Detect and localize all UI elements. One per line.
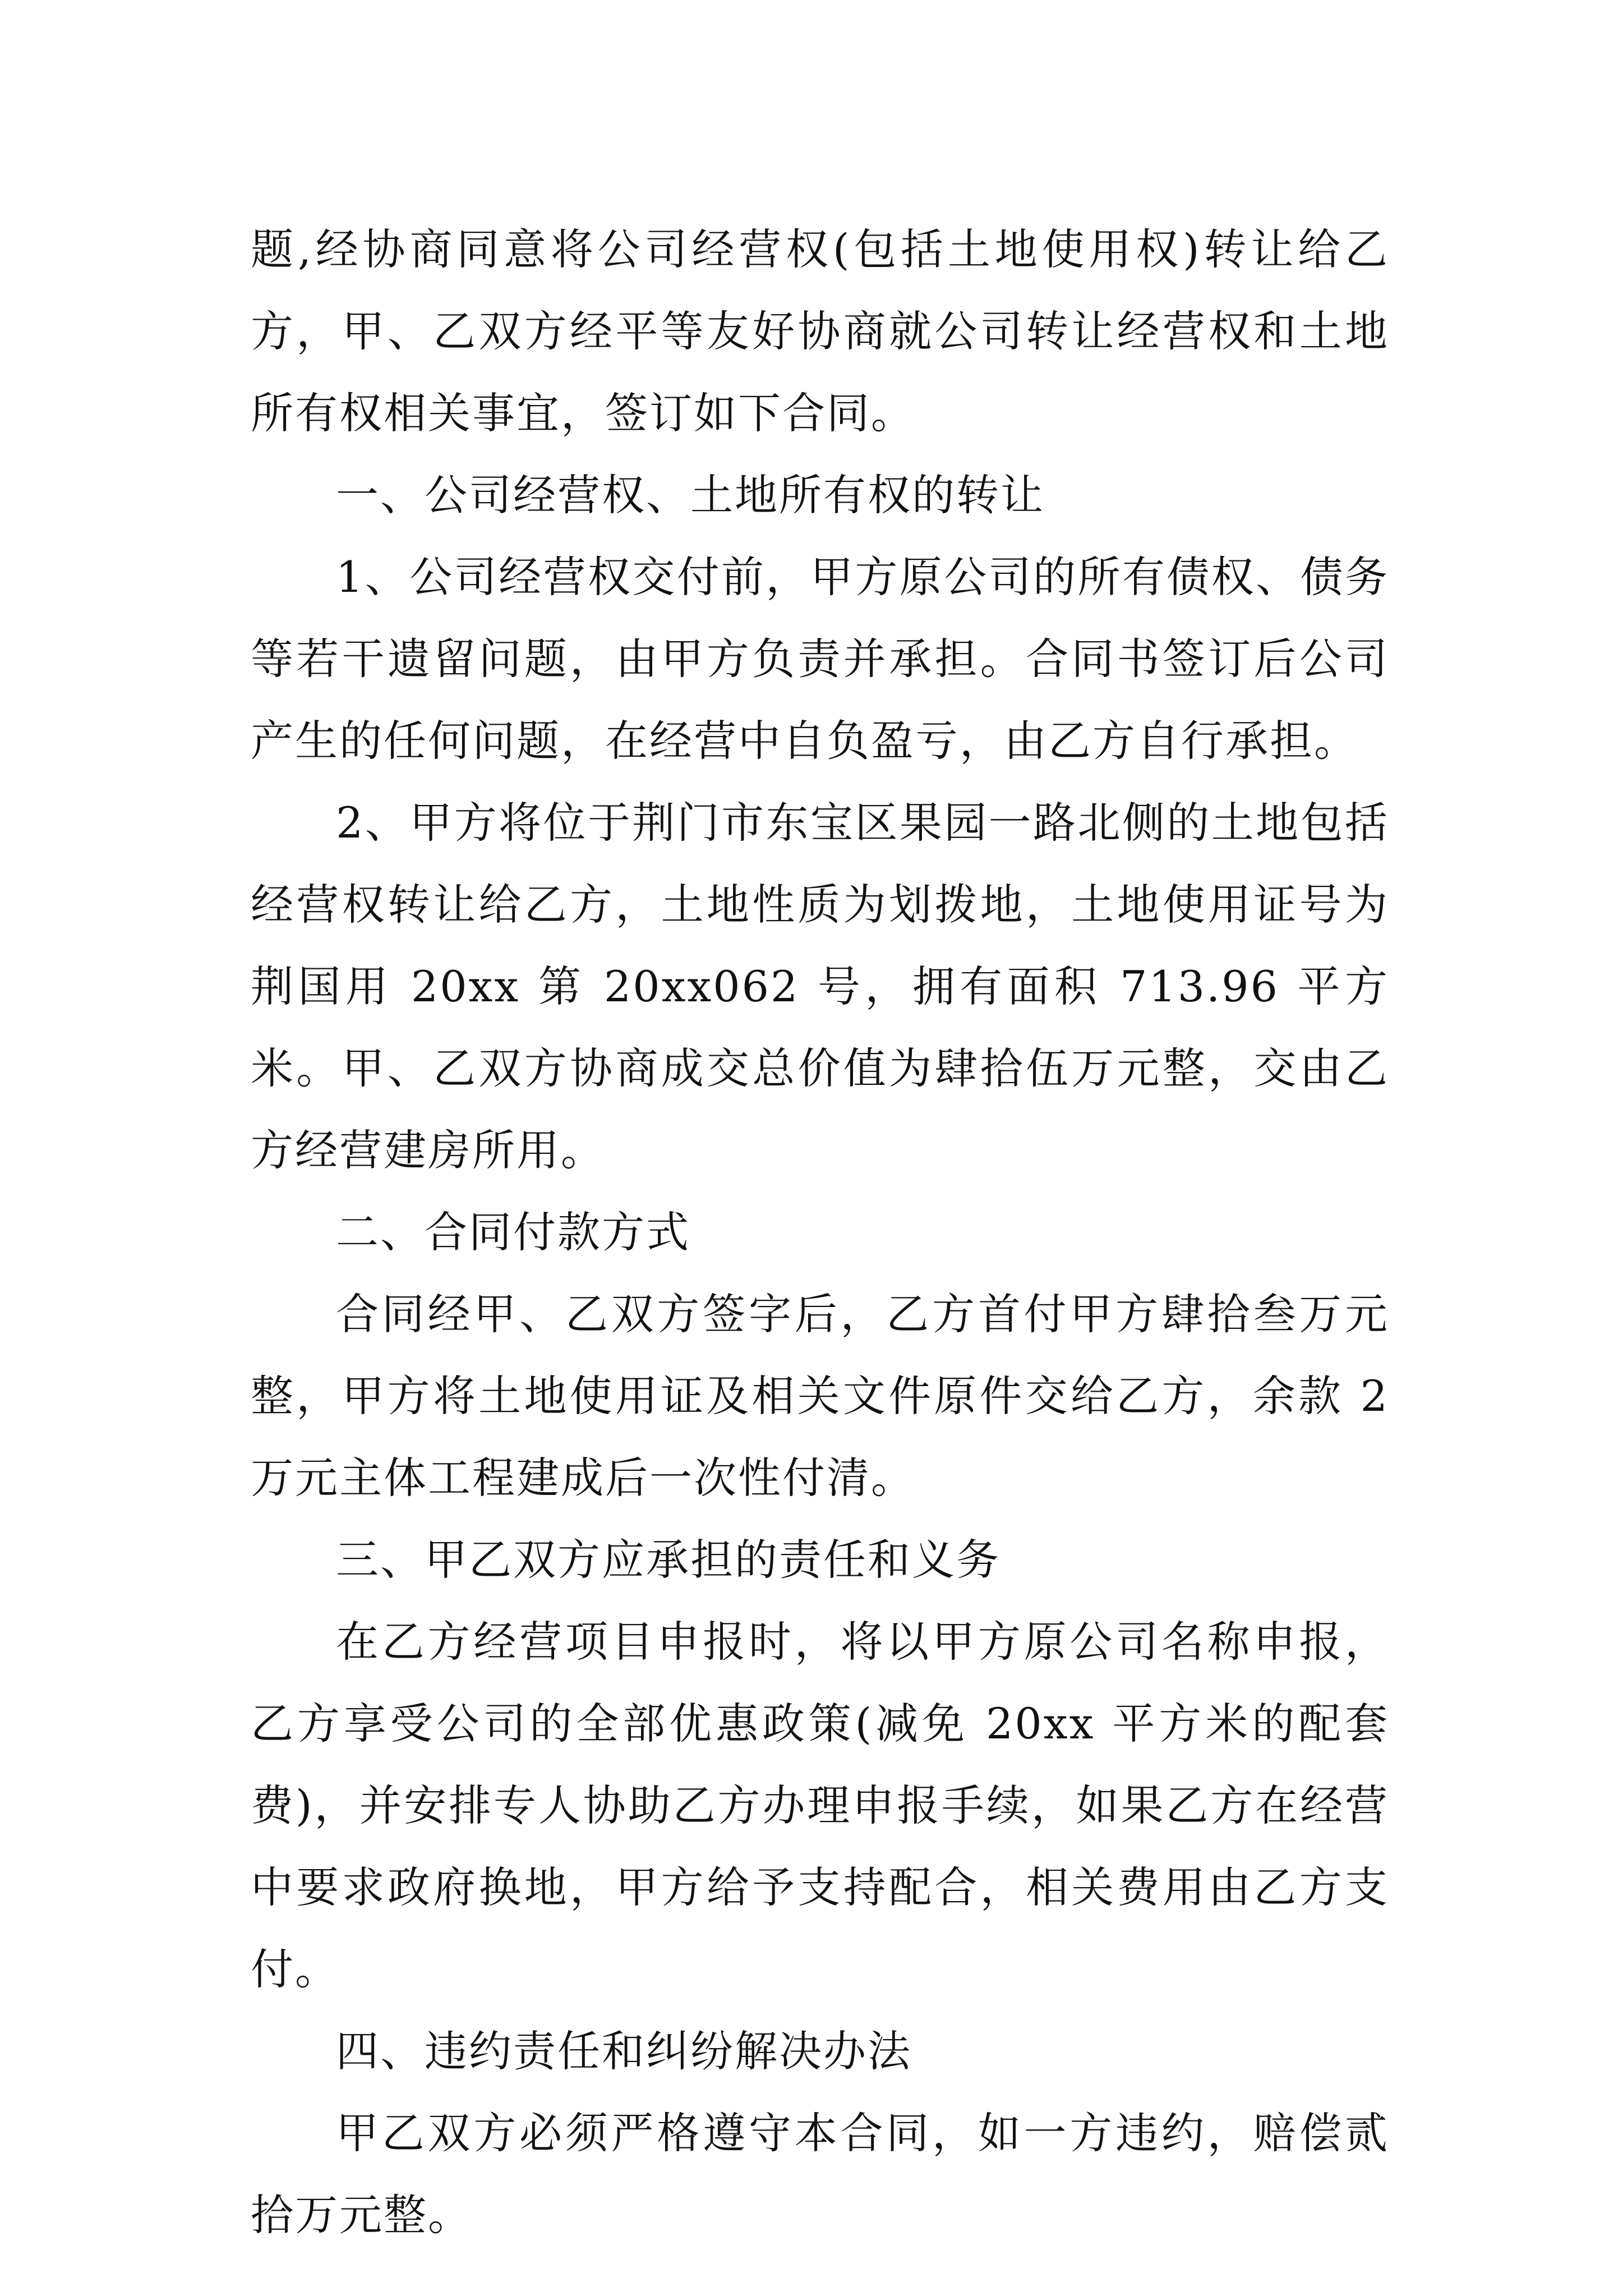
- section-heading-transfer: 一、公司经营权、土地所有权的转让: [336, 470, 1045, 520]
- paragraph-responsibilities: 在乙方经营项目申报时，将以甲方原公司名称申报，乙方享受公司的全部优惠政策(减免 20xx 平方米的配套费)，并安排专人协助乙方办理申报手续，如果乙方在经营中要求政府换地，甲方给予支持配合，相关费用由乙方支付。: [251, 1617, 1389, 1994]
- document-body: [251, 209, 1389, 2256]
- paragraph-payment: 合同经甲、乙双方签字后，乙方首付甲方肆拾叁万元整，甲方将土地使用证及相关文件原件交给乙方，余款 2 万元主体工程建成后一次性付清。: [251, 1289, 1389, 1503]
- section-heading-breach: 四、违约责任和纠纷解决办法: [336, 2026, 912, 2076]
- clause-2-land: 2、甲方将位于荆门市东宝区果园一路北侧的土地包括经营权转让给乙方，土地性质为划拨地，土地使用证号为荆国用 20xx 第 20xx062 号，拥有面积 713.96 平方米。甲、乙双方协商成交总价值为肆拾伍万元整，交由乙方经营建房所用。: [251, 798, 1389, 1175]
- paragraph-breach: 甲乙双方必须严格遵守本合同，如一方违约，赔偿贰拾万元整。: [251, 2108, 1389, 2240]
- clause-1-debts: 1、公司经营权交付前，甲方原公司的所有债权、债务等若干遗留问题，由甲方负责并承担。合同书签订后公司产生的任何问题，在经营中自负盈亏，由乙方自行承担。: [251, 552, 1389, 766]
- section-heading-responsibilities: 三、甲乙双方应承担的责任和义务: [336, 1535, 1000, 1585]
- section-heading-payment: 二、合同付款方式: [336, 1207, 690, 1257]
- paragraph-intro: 题,经协商同意将公司经营权(包括土地使用权)转让给乙方，甲、乙双方经平等友好协商就公司转让经营权和土地所有权相关事宜，签订如下合同。: [251, 224, 1389, 438]
